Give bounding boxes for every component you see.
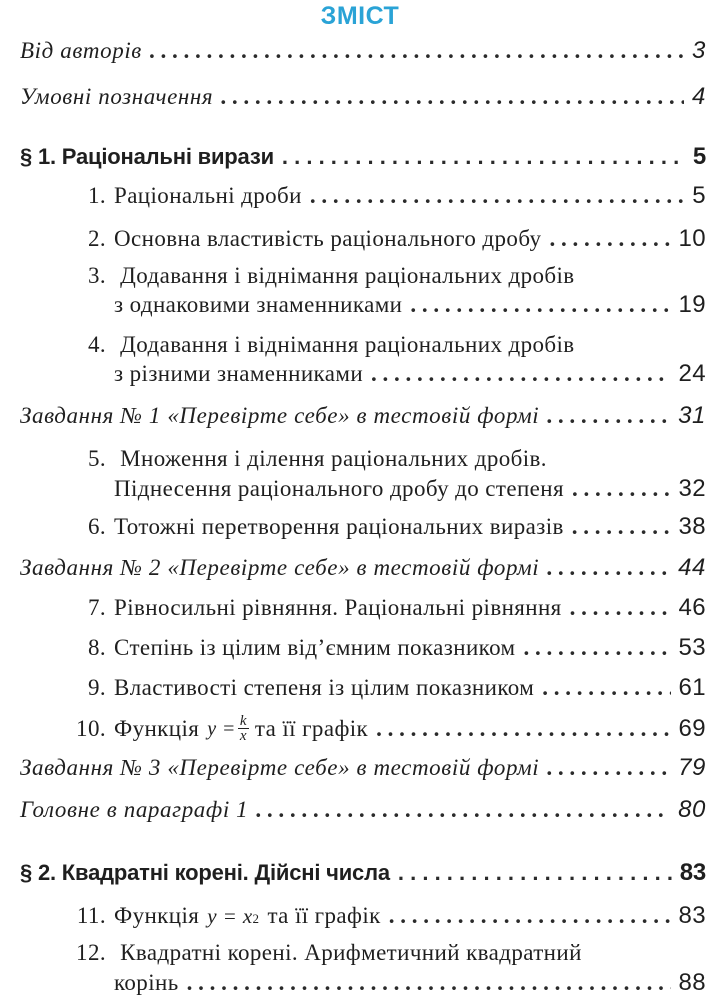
lesson-number: 11. [76, 903, 106, 928]
formula-y-equals-x: y = x [207, 904, 253, 928]
page-number: 24 [678, 360, 706, 387]
dot-leader [221, 85, 684, 108]
lesson-title: Основна властивість раціонального дробу [114, 226, 542, 251]
toc-lesson-12-line2[interactable] [114, 971, 706, 995]
dot-leader [371, 362, 670, 385]
page-number: 61 [678, 674, 706, 701]
toc-lesson-6[interactable] [80, 515, 706, 539]
lesson-title-tail: та її графік [267, 903, 381, 928]
toc-lesson-10[interactable] [66, 714, 706, 743]
lesson-number: 1. [87, 183, 106, 208]
summary-title: Головне в параграфі 1 [20, 797, 249, 822]
page-number: 19 [678, 291, 706, 318]
dot-leader [542, 676, 670, 699]
page-number: 5 [692, 143, 706, 170]
dot-leader [570, 596, 671, 619]
toc-lesson-7[interactable] [80, 596, 706, 620]
page-number: 79 [678, 754, 706, 781]
test-title: Завдання № 1 «Перевірте себе» в тестовій формі [20, 403, 540, 428]
section-title: § 1. Раціональні вирази [20, 144, 274, 169]
page-number: 4 [692, 83, 706, 110]
page-number: 44 [678, 554, 706, 581]
formula-y-equals: y = [207, 717, 236, 740]
toc-test-1[interactable] [20, 404, 706, 428]
fraction-k-over-x [238, 714, 249, 743]
page-number: 83 [678, 902, 706, 929]
dot-leader [524, 636, 671, 659]
page-number: 53 [678, 634, 706, 661]
lesson-title-continued: Піднесення раціонального дробу до степеня [114, 476, 564, 501]
toc-entry-from-authors[interactable] [20, 39, 706, 63]
test-title: Завдання № 3 «Перевірте себе» в тестовій формі [20, 755, 540, 780]
toc-lesson-11[interactable] [66, 904, 706, 928]
dot-leader [572, 515, 671, 538]
lesson-title: Функція [114, 903, 200, 928]
toc-lesson-9[interactable] [80, 676, 706, 700]
lesson-number: 6. [87, 514, 106, 539]
dot-leader [572, 477, 671, 500]
lesson-number: 2. [87, 226, 106, 251]
page-number: 3 [692, 37, 706, 64]
lesson-title: Рівносильні рівняння. Раціональні рівняння [114, 595, 562, 620]
lesson-title-continued: з однаковими знаменниками [114, 292, 403, 317]
dot-leader [410, 293, 670, 316]
lesson-number: 3. [87, 263, 106, 288]
dot-leader [187, 971, 671, 994]
lesson-number: 4. [87, 332, 106, 357]
page-number: 46 [678, 594, 706, 621]
dot-leader [549, 227, 670, 250]
lesson-number: 7. [87, 595, 106, 620]
lesson-title-tail: та її графік [254, 716, 369, 741]
dot-leader [547, 756, 670, 779]
lesson-number: 10. [76, 716, 106, 741]
lesson-title: Множення і ділення раціональних дробів. [120, 446, 547, 471]
toc-test-2[interactable] [20, 556, 706, 580]
lesson-title: Додавання і віднімання раціональних дробів [120, 263, 575, 288]
dot-leader [389, 904, 671, 927]
toc-test-3[interactable] [20, 756, 706, 780]
toc-entry-label: Від авторів [20, 38, 142, 63]
lesson-title: Раціональні дроби [114, 183, 302, 208]
page-number: 69 [678, 714, 706, 742]
page-number: 5 [692, 182, 706, 209]
toc-lesson-5-line2[interactable] [114, 477, 706, 501]
dot-leader [398, 862, 672, 884]
page-number: 83 [679, 859, 706, 886]
fraction-denominator: x [239, 728, 247, 744]
toc-lesson-8[interactable] [80, 636, 706, 660]
dot-leader [547, 404, 670, 427]
toc-lesson-3-line1[interactable] [80, 264, 575, 287]
lesson-title-continued: корінь [114, 970, 179, 995]
toc-lesson-3-line2[interactable] [114, 293, 706, 317]
lesson-number: 9. [87, 675, 106, 700]
dot-leader [547, 556, 670, 579]
test-title: Завдання № 2 «Перевірте себе» в тестовій формі [20, 555, 540, 580]
toc-section-2[interactable] [20, 861, 706, 885]
toc-summary-1[interactable] [20, 798, 706, 822]
lesson-title: Степінь із цілим від’ємним показником [114, 635, 516, 660]
formula-exponent: 2 [252, 911, 260, 926]
toc-lesson-5-line1[interactable] [80, 447, 547, 470]
dot-leader [376, 717, 670, 740]
toc-lesson-12-line1[interactable] [66, 941, 582, 964]
lesson-title: Властивості степеня із цілим показником [114, 675, 535, 700]
lesson-number: 5. [87, 446, 106, 471]
toc-section-1[interactable] [20, 145, 706, 169]
page-number: 88 [678, 969, 706, 996]
lesson-title-continued: з різними знаменниками [114, 361, 364, 386]
lesson-title: Квадратні корені. Арифметичний квадратний [120, 940, 582, 965]
page-number: 10 [678, 225, 706, 252]
toc-lesson-4-line1[interactable] [80, 333, 575, 356]
toc-entry-label: Умовні позначення [20, 84, 214, 109]
dot-leader [150, 39, 684, 62]
dot-leader [310, 184, 684, 207]
lesson-title: Додавання і віднімання раціональних дробів [120, 332, 575, 357]
fraction-numerator: k [239, 713, 247, 729]
toc-lesson-1[interactable] [80, 184, 706, 208]
toc-lesson-4-line2[interactable] [114, 362, 706, 386]
section-title: § 2. Квадратні корені. Дійсні числа [20, 860, 390, 885]
lesson-number: 8. [87, 635, 106, 660]
page-number: 80 [678, 796, 706, 823]
page-number: 32 [678, 475, 706, 502]
dot-leader [256, 798, 670, 821]
page-title: ЗМІСТ [320, 2, 400, 30]
page-number: 38 [678, 513, 706, 540]
dot-leader [282, 146, 685, 168]
lesson-number: 12. [76, 940, 106, 965]
page-number: 31 [678, 402, 706, 429]
toc-entry-notation[interactable] [20, 85, 706, 109]
lesson-title: Функція [114, 716, 200, 741]
toc-lesson-2[interactable] [80, 227, 706, 251]
lesson-title: Тотожні перетворення раціональних виразів [114, 514, 564, 539]
